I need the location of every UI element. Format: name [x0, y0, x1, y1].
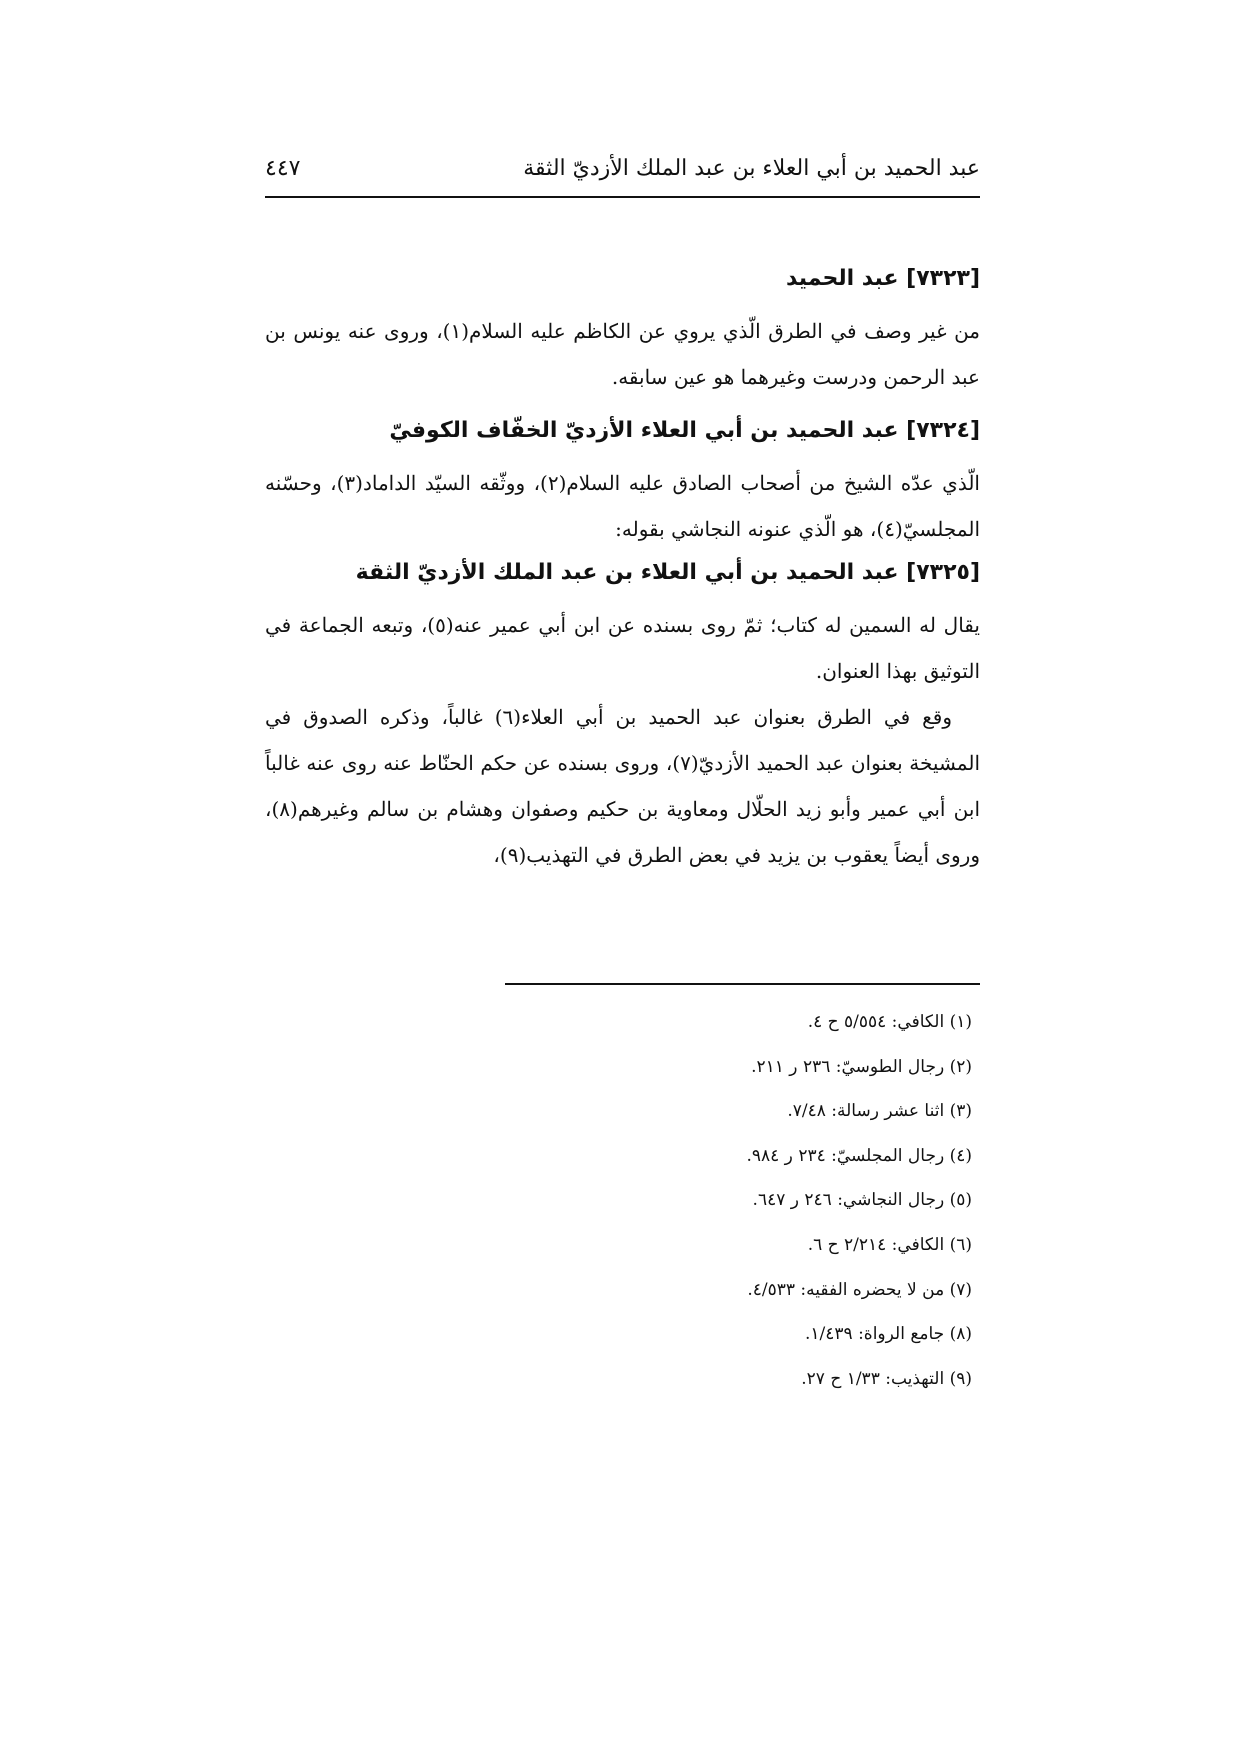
entry-7324: [265, 414, 980, 552]
entry-7325: [265, 556, 980, 878]
entry-paragraph: من غير وصف في الطرق الّذي يروي عن الكاظم عليه السلام(١)، وروى عنه يونس بن عبد الرحمن ودرست وغيرهما هو عين سابقه.: [265, 319, 981, 389]
spacer: [265, 400, 980, 414]
footnote: (٥) رجال النجاشي: ٢٤٦ ر ٦٤٧.: [752, 1190, 972, 1211]
main-text: [265, 262, 980, 878]
footnote: (٦) الكافي: ٢/٢١٤ ح ٦.: [807, 1234, 972, 1255]
entry-paragraph: يقال له السمين له كتاب؛ ثمّ روى بسنده عن ابن أبي عمير عنه(٥)، وتبعه الجماعة في التوثيق بهذا العنوان.: [265, 613, 980, 683]
footnote: (١) الكافي: ٥/٥٥٤ ح ٤.: [807, 1012, 972, 1032]
page-number: ٤٤٧: [265, 156, 301, 181]
running-header: [265, 150, 980, 200]
entry-heading: [٧٣٢٥] عبد الحميد بن أبي العلاء بن عبد الملك الأزديّ الثقة: [355, 560, 980, 585]
entry-paragraph: الّذي عدّه الشيخ من أصحاب الصادق عليه السلام(٢)، ووثّقه السيّد الداماد(٣)، وحسّنه المجلسيّ(٤)، هو الّذي عنونه النجاشي بقوله:: [265, 471, 980, 541]
header-divider: [265, 196, 980, 198]
footnote-divider: [505, 983, 980, 985]
running-title: عبد الحميد بن أبي العلاء بن عبد الملك الأزديّ الثقة: [523, 156, 980, 181]
entry-paragraph: وقع في الطرق بعنوان عبد الحميد بن أبي العلاء(٦) غالباً، وذكره الصدوق في المشيخة بعنوان عبد الحميد الأزديّ(٧)، وروى بسنده عن حكم الحنّاط عنه روى عنه غالباً ابن أبي عمير وأبو زيد الحلّال ومعاوية بن حكيم وصفوان وهشام بن سالم وغيرهم(٨)، وروى أيضاً يعقوب بن يزيد في بعض الطرق في التهذيب(٩)،: [265, 705, 981, 867]
footnotes-list: [505, 1000, 980, 1401]
entry-heading: [٧٣٢٣] عبد الحميد: [786, 266, 980, 291]
footnote: (٧) من لا يحضره الفقيه: ٤/٥٣٣.: [747, 1279, 972, 1300]
footnote: (٩) التهذيب: ١/٣٣ ح ٢٧.: [801, 1368, 972, 1389]
entry-heading: [٧٣٢٤] عبد الحميد بن أبي العلاء الأزديّ الخفّاف الكوفيّ: [389, 418, 980, 443]
footnote: (٨) جامع الرواة: ١/٤٣٩.: [805, 1324, 972, 1345]
entry-7323: [265, 262, 980, 400]
footnote: (٢) رجال الطوسيّ: ٢٣٦ ر ٢١١.: [751, 1056, 972, 1077]
footnote: (٣) اثنا عشر رسالة: ٧/٤٨.: [787, 1101, 972, 1122]
footnote: (٤) رجال المجلسيّ: ٢٣٤ ر ٩٨٤.: [746, 1145, 972, 1166]
